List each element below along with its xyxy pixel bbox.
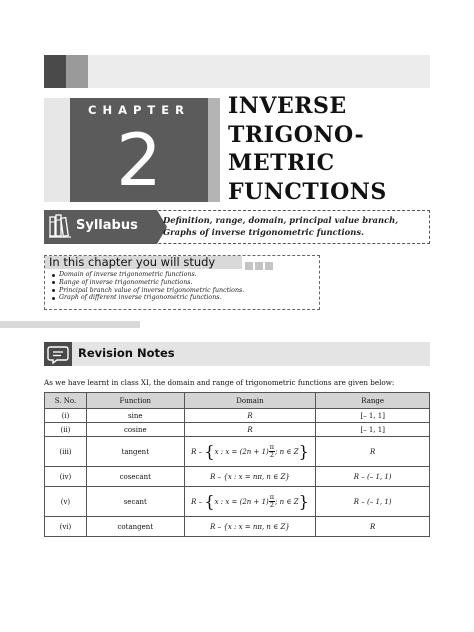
domain-part: R – bbox=[191, 497, 205, 506]
table-row bbox=[45, 517, 430, 537]
cell-function: cotangent bbox=[86, 517, 184, 537]
chapter-title-line: INVERSE bbox=[228, 93, 347, 119]
column-header: Function bbox=[86, 393, 184, 409]
list-item: Domain of inverse trigonometric functions. bbox=[52, 271, 312, 279]
cell-range: R – (– 1, 1) bbox=[316, 467, 430, 487]
syllabus-tag bbox=[44, 210, 157, 244]
cell-function: cosecant bbox=[86, 467, 184, 487]
brace-glyph: { bbox=[204, 491, 215, 511]
chapter-side-strip bbox=[44, 98, 70, 202]
cell-domain: R – {x : x = nπ, n ∈ Z} bbox=[184, 467, 316, 487]
cell-range: [– 1, 1] bbox=[316, 423, 430, 437]
column-header: Domain bbox=[184, 393, 316, 409]
fraction-denominator: 2 bbox=[269, 501, 274, 509]
chapter-title bbox=[228, 92, 438, 206]
fraction-numerator: π bbox=[269, 493, 275, 501]
cell-domain: R bbox=[184, 409, 316, 423]
cell-domain: R bbox=[184, 423, 316, 437]
cell-sno: (ii) bbox=[45, 423, 87, 437]
top-decor-band bbox=[44, 55, 430, 88]
study-heading-bar bbox=[45, 256, 242, 269]
decor-square-light bbox=[66, 55, 88, 88]
cell-sno: (iii) bbox=[45, 437, 87, 467]
fraction-numerator: π bbox=[269, 443, 275, 451]
revision-notes-title: Revision Notes bbox=[78, 346, 175, 360]
cell-range: [– 1, 1] bbox=[316, 409, 430, 423]
table-row bbox=[45, 437, 430, 467]
cell-sno: (vi) bbox=[45, 517, 87, 537]
cell-domain bbox=[184, 487, 316, 517]
column-header: S. No. bbox=[45, 393, 87, 409]
cell-domain: R – {x : x = nπ, n ∈ Z} bbox=[184, 517, 316, 537]
chapter-badge bbox=[70, 98, 208, 202]
trig-domain-range-table bbox=[44, 392, 430, 537]
chapter-title-line: METRIC bbox=[228, 150, 335, 176]
cell-function: tangent bbox=[86, 437, 184, 467]
column-header: Range bbox=[316, 393, 430, 409]
cell-sno: (i) bbox=[45, 409, 87, 423]
brace-glyph: } bbox=[298, 441, 309, 461]
brace-glyph: } bbox=[298, 491, 309, 511]
cell-sno: (iv) bbox=[45, 467, 87, 487]
cell-function: cosine bbox=[86, 423, 184, 437]
chapter-badge-edge bbox=[208, 98, 220, 202]
cell-domain bbox=[184, 437, 316, 467]
section-divider bbox=[0, 321, 140, 328]
fraction-denominator: 2 bbox=[269, 451, 274, 459]
list-item: Principal branch value of inverse trigonometric functions. bbox=[52, 287, 312, 295]
brace-glyph: { bbox=[204, 441, 215, 461]
cell-sno: (v) bbox=[45, 487, 87, 517]
domain-part: x : x = (2n + 1) bbox=[214, 497, 269, 506]
list-item: Range of inverse trigonometric functions. bbox=[52, 279, 312, 287]
domain-part: R – bbox=[191, 447, 205, 456]
notes-icon bbox=[44, 342, 72, 366]
intro-paragraph: As we have learnt in class XI, the domain and range of trigonometric functions are given below: bbox=[44, 378, 395, 387]
decor-square-dark bbox=[44, 55, 66, 88]
domain-part: x : x = (2n + 1) bbox=[214, 447, 269, 456]
domain-part: ; n ∈ Z bbox=[275, 497, 299, 506]
cell-range: R bbox=[316, 517, 430, 537]
table-header-row bbox=[45, 393, 430, 409]
cell-function: sine bbox=[86, 409, 184, 423]
decor-square bbox=[255, 262, 263, 270]
chapter-title-line: FUNCTIONS bbox=[228, 178, 387, 205]
decor-square bbox=[245, 262, 253, 270]
chapter-label: CHAPTER bbox=[88, 103, 190, 117]
table-row bbox=[45, 487, 430, 517]
chapter-title-line: TRIGONO- bbox=[228, 121, 365, 148]
decor-square bbox=[265, 262, 273, 270]
list-item: Graph of different inverse trigonometric functions. bbox=[52, 294, 312, 302]
chapter-number: 2 bbox=[116, 118, 162, 202]
syllabus-text: Definition, range, domain, principal value branch, Graphs of inverse trigonometric functions. bbox=[163, 215, 399, 237]
table-row bbox=[45, 467, 430, 487]
table-row bbox=[45, 423, 430, 437]
study-heading: In this chapter you will study bbox=[49, 255, 216, 269]
study-list bbox=[52, 271, 312, 302]
cell-range: R bbox=[316, 437, 430, 467]
cell-range: R – (– 1, 1) bbox=[316, 487, 430, 517]
speech-bubble-icon bbox=[44, 342, 72, 366]
books-icon bbox=[49, 214, 71, 238]
syllabus-label: Syllabus bbox=[76, 218, 138, 233]
domain-part: ; n ∈ Z bbox=[275, 447, 299, 456]
table-row bbox=[45, 409, 430, 423]
cell-function: secant bbox=[86, 487, 184, 517]
